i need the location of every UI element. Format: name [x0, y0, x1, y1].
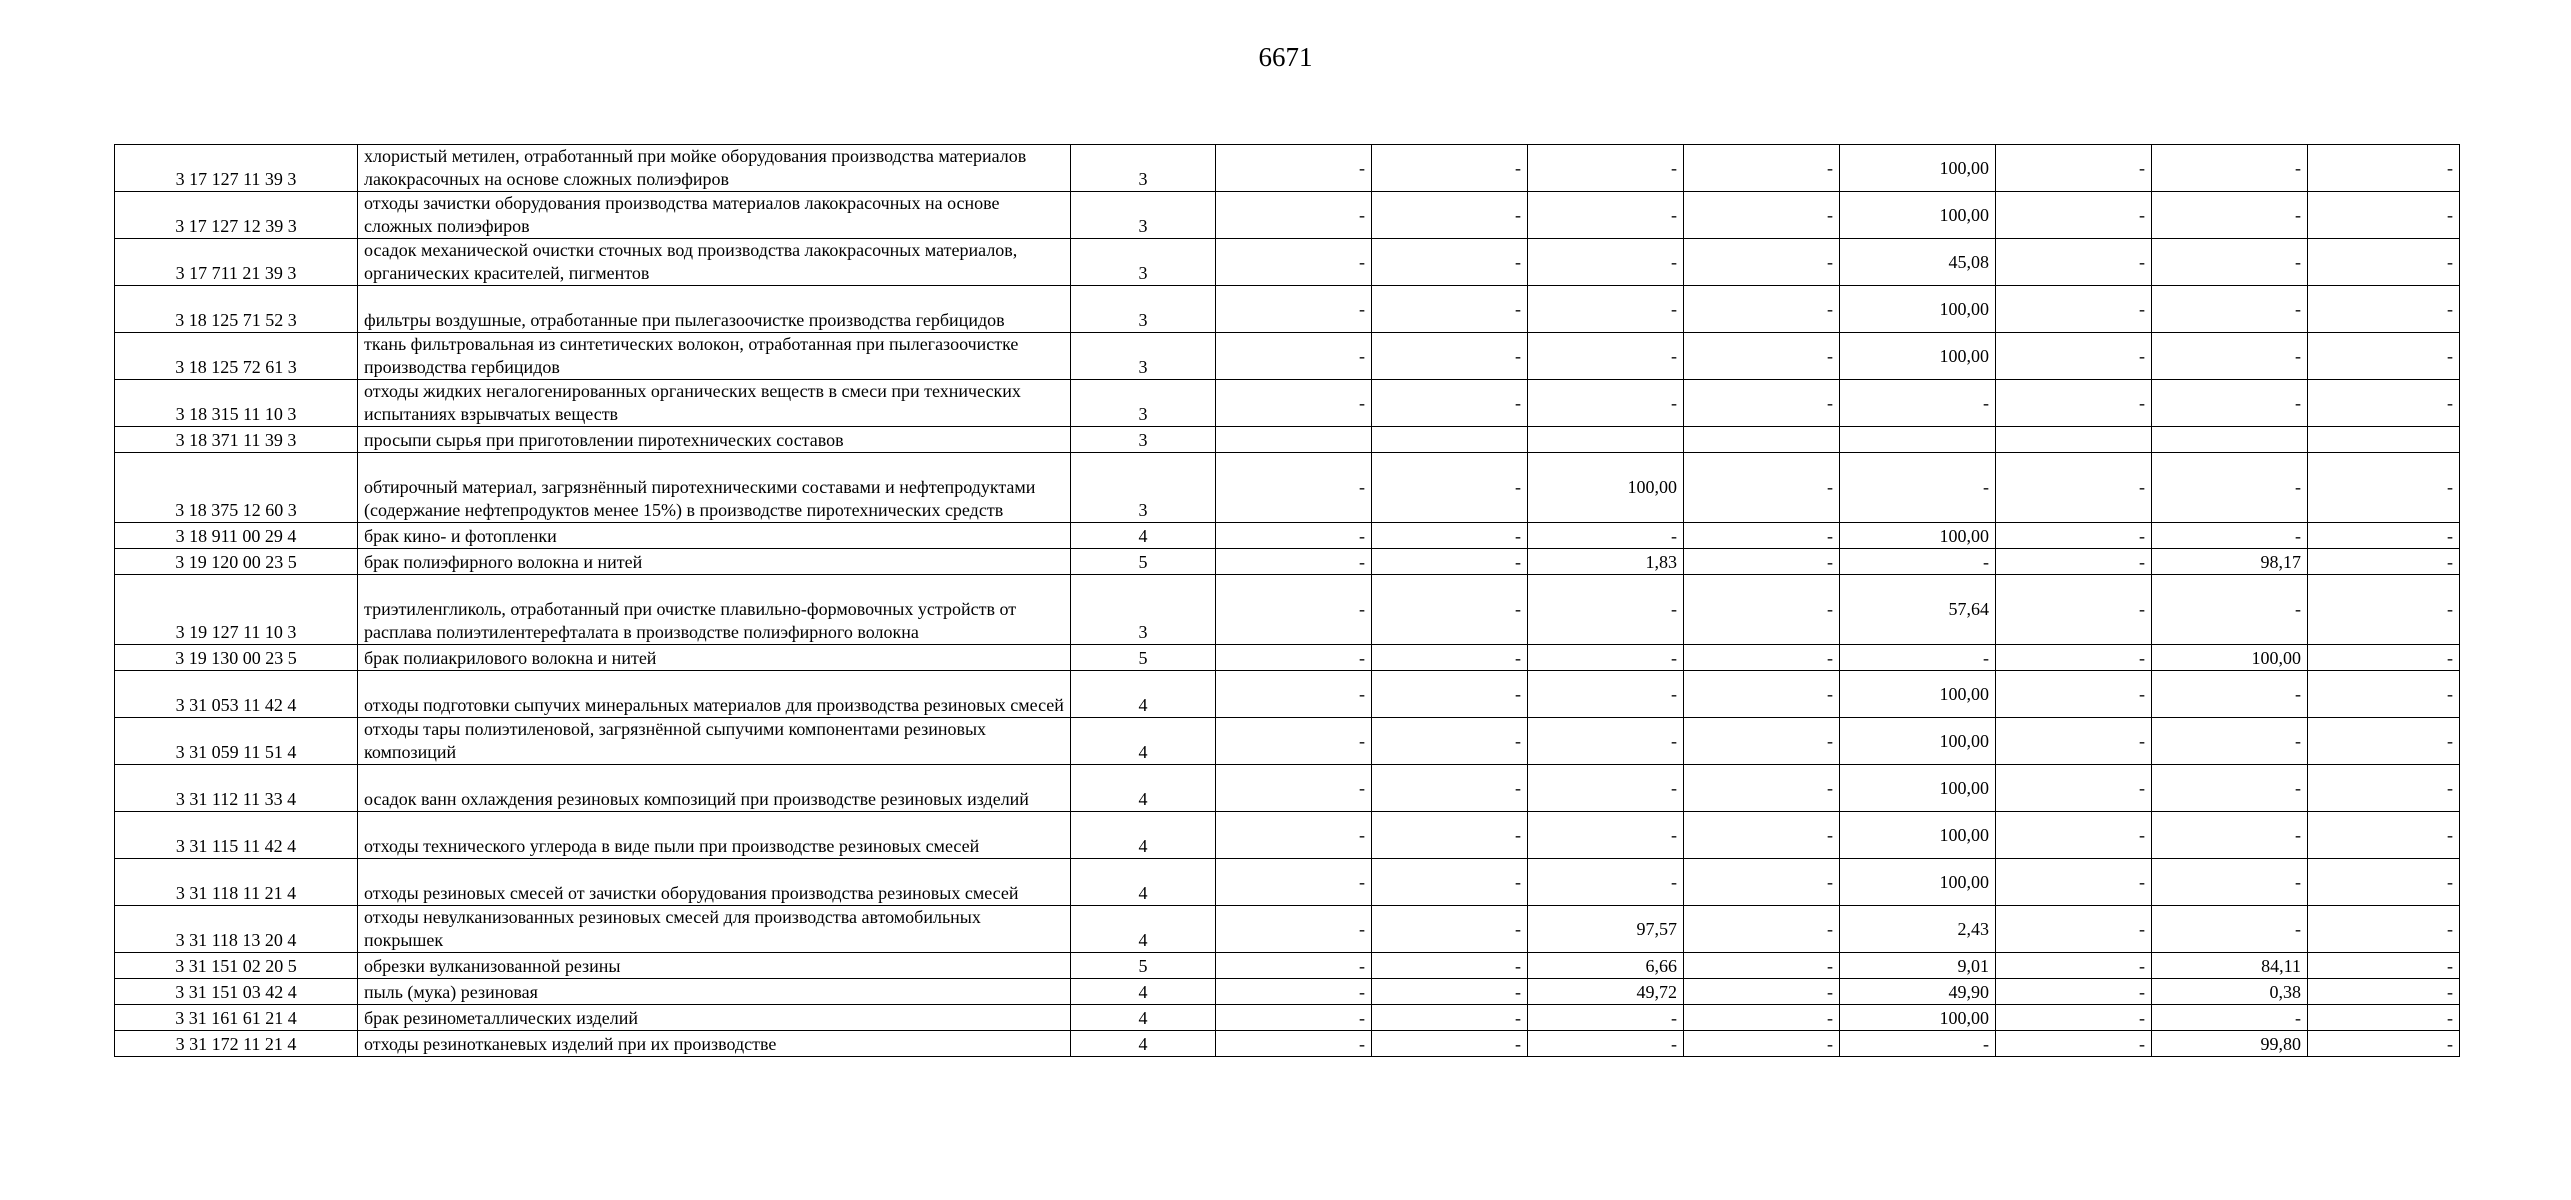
hazard-class-cell: 3: [1071, 427, 1216, 453]
value-cell: -: [1372, 286, 1528, 333]
hazard-class-cell: 4: [1071, 718, 1216, 765]
hazard-class-cell: 3: [1071, 380, 1216, 427]
value-cell: -: [2308, 549, 2460, 575]
value-cell: -: [1996, 906, 2152, 953]
value-cell: -: [1840, 453, 1996, 523]
waste-code-cell: 3 18 125 71 52 3: [115, 286, 358, 333]
value-cell: -: [1372, 380, 1528, 427]
value-cell: -: [1840, 549, 1996, 575]
value-cell: -: [1996, 192, 2152, 239]
waste-name-cell: отходы невулканизованных резиновых смесей для производства автомобильных покрышек: [358, 906, 1071, 953]
value-cell: 100,00: [1840, 192, 1996, 239]
waste-name-cell: отходы резиновых смесей от зачистки оборудования производства резиновых смесей: [358, 859, 1071, 906]
table-row: [115, 1005, 2460, 1031]
waste-name-cell: брак кино- и фотопленки: [358, 523, 1071, 549]
value-cell: -: [2152, 380, 2308, 427]
value-cell: -: [1684, 1031, 1840, 1057]
table-row: [115, 718, 2460, 765]
waste-name-cell: ткань фильтровальная из синтетических волокон, отработанная при пылегазоочистке производства гербицидов: [358, 333, 1071, 380]
value-cell: -: [2152, 859, 2308, 906]
value-cell: 1,83: [1528, 549, 1684, 575]
value-cell: -: [1996, 453, 2152, 523]
table-row: [115, 453, 2460, 523]
waste-code-cell: 3 31 118 13 20 4: [115, 906, 358, 953]
value-cell: 45,08: [1840, 239, 1996, 286]
value-cell: [1996, 427, 2152, 453]
value-cell: 84,11: [2152, 953, 2308, 979]
value-cell: -: [1372, 575, 1528, 645]
value-cell: -: [1684, 765, 1840, 812]
value-cell: -: [1684, 979, 1840, 1005]
value-cell: 100,00: [1528, 453, 1684, 523]
value-cell: -: [1216, 979, 1372, 1005]
value-cell: -: [1528, 812, 1684, 859]
value-cell: -: [1684, 671, 1840, 718]
value-cell: -: [1372, 906, 1528, 953]
value-cell: -: [2308, 718, 2460, 765]
table-row: [115, 575, 2460, 645]
waste-code-cell: 3 18 125 72 61 3: [115, 333, 358, 380]
value-cell: -: [1372, 145, 1528, 192]
value-cell: -: [1684, 549, 1840, 575]
value-cell: -: [2308, 575, 2460, 645]
hazard-class-cell: 4: [1071, 1031, 1216, 1057]
value-cell: -: [2308, 1031, 2460, 1057]
waste-code-cell: 3 31 161 61 21 4: [115, 1005, 358, 1031]
waste-name-cell: отходы жидких негалогенированных органических веществ в смеси при технических испытаниях взрывчатых веществ: [358, 380, 1071, 427]
value-cell: [1372, 427, 1528, 453]
value-cell: -: [2308, 286, 2460, 333]
waste-name-cell: обтирочный материал, загрязнённый пиротехническими составами и нефтепродуктами (содержание нефтепродуктов менее 15%) в производстве пиротехнических средств: [358, 453, 1071, 523]
value-cell: -: [1684, 812, 1840, 859]
value-cell: -: [1684, 286, 1840, 333]
value-cell: 6,66: [1528, 953, 1684, 979]
value-cell: -: [2308, 145, 2460, 192]
table-row: [115, 145, 2460, 192]
value-cell: 100,00: [1840, 286, 1996, 333]
value-cell: -: [2308, 906, 2460, 953]
value-cell: -: [1216, 145, 1372, 192]
value-cell: [2152, 427, 2308, 453]
waste-name-cell: хлористый метилен, отработанный при мойке оборудования производства материалов лакокрасочных на основе сложных полиэфиров: [358, 145, 1071, 192]
hazard-class-cell: 3: [1071, 575, 1216, 645]
waste-name-cell: отходы зачистки оборудования производства материалов лакокрасочных на основе сложных полиэфиров: [358, 192, 1071, 239]
value-cell: -: [1528, 1005, 1684, 1031]
value-cell: -: [1684, 380, 1840, 427]
waste-code-cell: 3 17 711 21 39 3: [115, 239, 358, 286]
value-cell: -: [1216, 953, 1372, 979]
value-cell: -: [1684, 145, 1840, 192]
hazard-class-cell: 3: [1071, 453, 1216, 523]
value-cell: -: [1996, 1031, 2152, 1057]
value-cell: -: [1684, 859, 1840, 906]
waste-code-cell: 3 18 375 12 60 3: [115, 453, 358, 523]
value-cell: -: [1372, 812, 1528, 859]
value-cell: 100,00: [1840, 333, 1996, 380]
value-cell: -: [1216, 549, 1372, 575]
value-cell: -: [1684, 718, 1840, 765]
waste-name-cell: брак резинометаллических изделий: [358, 1005, 1071, 1031]
value-cell: -: [1528, 145, 1684, 192]
value-cell: -: [1372, 979, 1528, 1005]
value-cell: 100,00: [1840, 765, 1996, 812]
table-row: [115, 906, 2460, 953]
waste-code-cell: 3 31 059 11 51 4: [115, 718, 358, 765]
waste-name-cell: триэтиленгликоль, отработанный при очистке плавильно-формовочных устройств от расплава полиэтилентерефталата в производстве полиэфирного волокна: [358, 575, 1071, 645]
value-cell: -: [2152, 1005, 2308, 1031]
value-cell: -: [1996, 812, 2152, 859]
table-row: [115, 953, 2460, 979]
hazard-class-cell: 4: [1071, 671, 1216, 718]
value-cell: -: [1996, 145, 2152, 192]
value-cell: -: [1996, 549, 2152, 575]
value-cell: 2,43: [1840, 906, 1996, 953]
value-cell: -: [2152, 575, 2308, 645]
value-cell: -: [2152, 523, 2308, 549]
value-cell: -: [1216, 286, 1372, 333]
table-row: [115, 286, 2460, 333]
value-cell: -: [1216, 1005, 1372, 1031]
value-cell: 100,00: [1840, 812, 1996, 859]
value-cell: [2308, 427, 2460, 453]
hazard-class-cell: 4: [1071, 765, 1216, 812]
value-cell: 97,57: [1528, 906, 1684, 953]
value-cell: [1684, 427, 1840, 453]
table-row: [115, 812, 2460, 859]
value-cell: -: [1684, 453, 1840, 523]
value-cell: -: [1528, 380, 1684, 427]
value-cell: -: [1216, 239, 1372, 286]
table-row: [115, 192, 2460, 239]
hazard-class-cell: 5: [1071, 645, 1216, 671]
table-row: [115, 523, 2460, 549]
value-cell: -: [1996, 286, 2152, 333]
waste-code-cell: 3 18 911 00 29 4: [115, 523, 358, 549]
value-cell: -: [1528, 575, 1684, 645]
value-cell: -: [1216, 523, 1372, 549]
value-cell: -: [2308, 1005, 2460, 1031]
value-cell: 0,38: [2152, 979, 2308, 1005]
waste-code-cell: 3 31 118 11 21 4: [115, 859, 358, 906]
value-cell: -: [1528, 523, 1684, 549]
value-cell: -: [1684, 1005, 1840, 1031]
value-cell: -: [2152, 765, 2308, 812]
value-cell: 100,00: [1840, 859, 1996, 906]
value-cell: -: [1372, 718, 1528, 765]
hazard-class-cell: 4: [1071, 859, 1216, 906]
value-cell: -: [1996, 1005, 2152, 1031]
value-cell: 100,00: [1840, 1005, 1996, 1031]
value-cell: -: [2308, 953, 2460, 979]
value-cell: -: [1528, 718, 1684, 765]
table-row: [115, 765, 2460, 812]
value-cell: 9,01: [1840, 953, 1996, 979]
hazard-class-cell: 4: [1071, 1005, 1216, 1031]
table-row: [115, 427, 2460, 453]
value-cell: -: [2152, 286, 2308, 333]
value-cell: 49,72: [1528, 979, 1684, 1005]
waste-code-cell: 3 31 172 11 21 4: [115, 1031, 358, 1057]
value-cell: -: [1216, 575, 1372, 645]
value-cell: -: [2308, 645, 2460, 671]
waste-code-cell: 3 19 130 00 23 5: [115, 645, 358, 671]
table-row: [115, 380, 2460, 427]
value-cell: -: [1684, 575, 1840, 645]
value-cell: -: [1372, 453, 1528, 523]
value-cell: -: [2308, 239, 2460, 286]
waste-code-cell: 3 18 371 11 39 3: [115, 427, 358, 453]
hazard-class-cell: 3: [1071, 239, 1216, 286]
hazard-class-cell: 5: [1071, 953, 1216, 979]
value-cell: -: [2308, 859, 2460, 906]
waste-name-cell: пыль (мука) резиновая: [358, 979, 1071, 1005]
waste-code-cell: 3 31 053 11 42 4: [115, 671, 358, 718]
value-cell: -: [2308, 333, 2460, 380]
value-cell: -: [1996, 671, 2152, 718]
value-cell: 100,00: [1840, 523, 1996, 549]
hazard-class-cell: 3: [1071, 145, 1216, 192]
waste-name-cell: осадок механической очистки сточных вод производства лакокрасочных материалов, органических красителей, пигментов: [358, 239, 1071, 286]
value-cell: -: [2308, 453, 2460, 523]
waste-code-cell: 3 19 120 00 23 5: [115, 549, 358, 575]
value-cell: -: [1996, 523, 2152, 549]
value-cell: -: [1684, 239, 1840, 286]
value-cell: -: [1216, 718, 1372, 765]
value-cell: -: [1216, 645, 1372, 671]
waste-name-cell: отходы технического углерода в виде пыли при производстве резиновых смесей: [358, 812, 1071, 859]
value-cell: -: [1528, 859, 1684, 906]
value-cell: -: [1684, 192, 1840, 239]
value-cell: -: [1372, 1031, 1528, 1057]
value-cell: -: [2308, 192, 2460, 239]
waste-code-cell: 3 31 151 02 20 5: [115, 953, 358, 979]
hazard-class-cell: 4: [1071, 906, 1216, 953]
value-cell: -: [1216, 380, 1372, 427]
value-cell: -: [1996, 953, 2152, 979]
value-cell: -: [1996, 380, 2152, 427]
value-cell: 100,00: [1840, 145, 1996, 192]
value-cell: -: [1216, 333, 1372, 380]
value-cell: -: [2152, 718, 2308, 765]
waste-name-cell: отходы тары полиэтиленовой, загрязнённой сыпучими компонентами резиновых композиций: [358, 718, 1071, 765]
value-cell: -: [1840, 1031, 1996, 1057]
value-cell: -: [1372, 549, 1528, 575]
value-cell: -: [1528, 333, 1684, 380]
waste-name-cell: обрезки вулканизованной резины: [358, 953, 1071, 979]
waste-data-table: [114, 144, 2460, 1057]
value-cell: 100,00: [1840, 718, 1996, 765]
waste-name-cell: брак полиакрилового волокна и нитей: [358, 645, 1071, 671]
waste-name-cell: отходы резинотканевых изделий при их производстве: [358, 1031, 1071, 1057]
hazard-class-cell: 5: [1071, 549, 1216, 575]
value-cell: -: [2152, 239, 2308, 286]
value-cell: -: [1996, 333, 2152, 380]
value-cell: -: [2152, 906, 2308, 953]
value-cell: -: [2152, 812, 2308, 859]
value-cell: -: [1528, 671, 1684, 718]
value-cell: -: [1840, 645, 1996, 671]
value-cell: -: [2308, 380, 2460, 427]
value-cell: -: [1216, 859, 1372, 906]
value-cell: -: [1996, 859, 2152, 906]
value-cell: 98,17: [2152, 549, 2308, 575]
waste-name-cell: осадок ванн охлаждения резиновых композиций при производстве резиновых изделий: [358, 765, 1071, 812]
value-cell: -: [1840, 380, 1996, 427]
table-body: [115, 145, 2460, 1057]
value-cell: -: [1528, 286, 1684, 333]
value-cell: -: [2308, 523, 2460, 549]
value-cell: -: [1216, 192, 1372, 239]
page-number: 6671: [1258, 42, 1313, 72]
value-cell: -: [2308, 812, 2460, 859]
value-cell: -: [1216, 765, 1372, 812]
value-cell: -: [1996, 979, 2152, 1005]
value-cell: -: [2308, 765, 2460, 812]
hazard-class-cell: 4: [1071, 523, 1216, 549]
value-cell: -: [1528, 765, 1684, 812]
table-row: [115, 239, 2460, 286]
hazard-class-cell: 3: [1071, 333, 1216, 380]
value-cell: -: [1996, 645, 2152, 671]
table-row: [115, 333, 2460, 380]
value-cell: -: [1216, 671, 1372, 718]
waste-code-cell: 3 18 315 11 10 3: [115, 380, 358, 427]
hazard-class-cell: 4: [1071, 979, 1216, 1005]
value-cell: -: [1528, 645, 1684, 671]
table-row: [115, 859, 2460, 906]
waste-code-cell: 3 17 127 12 39 3: [115, 192, 358, 239]
value-cell: -: [1996, 239, 2152, 286]
value-cell: 99,80: [2152, 1031, 2308, 1057]
value-cell: -: [1216, 453, 1372, 523]
value-cell: -: [1528, 239, 1684, 286]
value-cell: 49,90: [1840, 979, 1996, 1005]
value-cell: -: [1372, 333, 1528, 380]
table-row: [115, 1031, 2460, 1057]
waste-name-cell: брак полиэфирного волокна и нитей: [358, 549, 1071, 575]
table-row: [115, 549, 2460, 575]
value-cell: -: [2152, 192, 2308, 239]
value-cell: -: [1372, 239, 1528, 286]
value-cell: -: [1372, 523, 1528, 549]
value-cell: -: [1996, 575, 2152, 645]
waste-name-cell: отходы подготовки сыпучих минеральных материалов для производства резиновых смесей: [358, 671, 1071, 718]
value-cell: -: [2308, 979, 2460, 1005]
value-cell: 100,00: [2152, 645, 2308, 671]
hazard-class-cell: 3: [1071, 286, 1216, 333]
table-row: [115, 671, 2460, 718]
value-cell: -: [1372, 1005, 1528, 1031]
waste-code-cell: 3 17 127 11 39 3: [115, 145, 358, 192]
table-row: [115, 645, 2460, 671]
waste-name-cell: просыпи сырья при приготовлении пиротехнических составов: [358, 427, 1071, 453]
value-cell: -: [2152, 671, 2308, 718]
table-row: [115, 979, 2460, 1005]
value-cell: -: [1684, 523, 1840, 549]
value-cell: -: [1372, 859, 1528, 906]
waste-name-cell: фильтры воздушные, отработанные при пылегазоочистке производства гербицидов: [358, 286, 1071, 333]
value-cell: -: [2152, 333, 2308, 380]
value-cell: 100,00: [1840, 671, 1996, 718]
value-cell: -: [1372, 192, 1528, 239]
value-cell: [1216, 427, 1372, 453]
value-cell: -: [1996, 765, 2152, 812]
value-cell: -: [1372, 765, 1528, 812]
waste-code-cell: 3 31 151 03 42 4: [115, 979, 358, 1005]
value-cell: -: [1684, 333, 1840, 380]
value-cell: [1840, 427, 1996, 453]
value-cell: -: [1216, 906, 1372, 953]
waste-code-cell: 3 31 112 11 33 4: [115, 765, 358, 812]
value-cell: -: [2152, 145, 2308, 192]
value-cell: 57,64: [1840, 575, 1996, 645]
value-cell: -: [1996, 718, 2152, 765]
value-cell: [1528, 427, 1684, 453]
value-cell: -: [2308, 671, 2460, 718]
hazard-class-cell: 4: [1071, 812, 1216, 859]
value-cell: -: [1528, 1031, 1684, 1057]
waste-code-cell: 3 31 115 11 42 4: [115, 812, 358, 859]
value-cell: -: [1372, 645, 1528, 671]
value-cell: -: [1372, 671, 1528, 718]
value-cell: -: [1684, 906, 1840, 953]
value-cell: -: [2152, 453, 2308, 523]
value-cell: -: [1216, 812, 1372, 859]
value-cell: -: [1372, 953, 1528, 979]
waste-code-cell: 3 19 127 11 10 3: [115, 575, 358, 645]
value-cell: -: [1684, 645, 1840, 671]
value-cell: -: [1684, 953, 1840, 979]
hazard-class-cell: 3: [1071, 192, 1216, 239]
value-cell: -: [1528, 192, 1684, 239]
value-cell: -: [1216, 1031, 1372, 1057]
